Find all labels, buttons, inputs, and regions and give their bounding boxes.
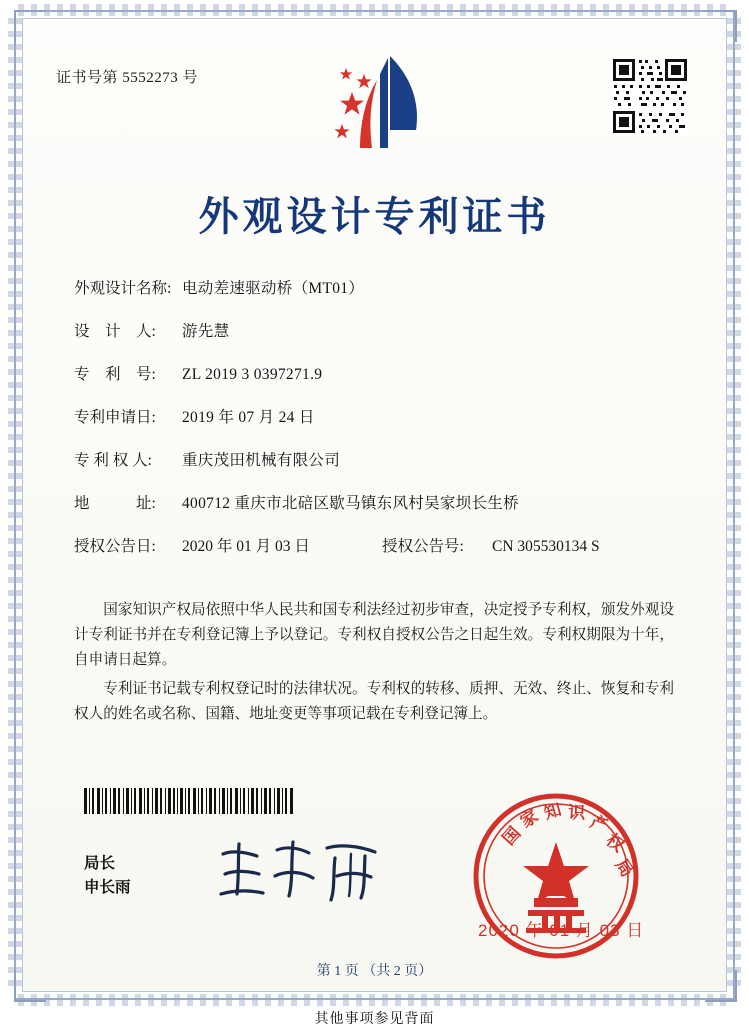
corner-ornament-top-left xyxy=(14,10,46,42)
legal-text xyxy=(74,598,674,731)
seal-date: 2020 年 01 月 03 日 xyxy=(478,921,645,940)
field-label-grant-date: 授权公告日: xyxy=(74,538,156,555)
svg-text:知: 知 xyxy=(541,799,564,823)
legal-paragraph-2: 专利证书记载专利权登记时的法律状况。专利权的转移、质押、无效、终止、恢复和专利权人的姓名或名称、国籍、地址变更等事项记载在专利登记簿上。 xyxy=(74,681,674,722)
svg-text:国: 国 xyxy=(498,823,525,849)
director-title: 局长 xyxy=(84,855,116,872)
page-number: 第 1 页 （共 2 页） xyxy=(316,964,433,979)
certificate-number: 证书号第 5552273 号 xyxy=(56,70,199,86)
field-value-grant-no: CN 305530134 S xyxy=(492,538,600,555)
field-label: 地 址: xyxy=(74,495,156,512)
legal-paragraph-1: 国家知识产权局依照中华人民共和国专利法经过初步审查，决定授予专利权，颁发外观设计专利证书并在专利登记簿上予以登记。专利权自授权公告之日起生效。专利权期限为十年，自申请日起算。 xyxy=(74,602,674,668)
field-patentee xyxy=(74,448,674,470)
field-patent-number xyxy=(74,362,674,384)
field-value: 2019 年 07 月 24 日 xyxy=(182,409,315,426)
field-designer xyxy=(74,319,674,341)
certificate-fields xyxy=(74,276,674,577)
field-value: 游先慧 xyxy=(182,323,230,340)
handwritten-signature xyxy=(215,836,395,906)
field-label: 专 利 号: xyxy=(74,366,156,383)
cnipa-logo-icon xyxy=(320,52,440,162)
field-label: 外观设计名称: xyxy=(74,280,172,297)
field-label: 专利申请日: xyxy=(74,409,156,426)
svg-text:识: 识 xyxy=(567,803,586,823)
qr-code-icon xyxy=(611,57,689,135)
field-value: 400712 重庆市北碚区歇马镇东风村吴家坝长生桥 xyxy=(182,495,519,512)
footer-note: 其他事项参见背面 xyxy=(314,1012,435,1027)
field-label-grant-no: 授权公告号: xyxy=(382,538,464,555)
field-application-date xyxy=(74,405,674,427)
field-grant-row xyxy=(74,534,674,556)
field-label: 专 利 权 人: xyxy=(74,452,152,469)
field-address xyxy=(74,491,674,513)
svg-text:产: 产 xyxy=(587,811,611,836)
svg-text:权: 权 xyxy=(602,830,628,856)
field-value-grant-date: 2020 年 01 月 03 日 xyxy=(182,538,310,555)
page-title: 外观设计专利证书 xyxy=(198,194,551,239)
field-design-name xyxy=(74,276,674,298)
field-value: 重庆茂田机械有限公司 xyxy=(182,452,341,469)
corner-ornament-top-right xyxy=(705,10,737,42)
director-name: 申长雨 xyxy=(84,879,131,896)
svg-text:家: 家 xyxy=(517,806,542,832)
field-value: ZL 2019 3 0397271.9 xyxy=(182,366,323,383)
field-label: 设 计 人: xyxy=(74,323,156,340)
svg-text:局: 局 xyxy=(611,855,637,881)
barcode xyxy=(84,788,296,814)
director-block xyxy=(84,852,131,900)
field-value: 电动差速驱动桥（MT01） xyxy=(182,280,365,297)
